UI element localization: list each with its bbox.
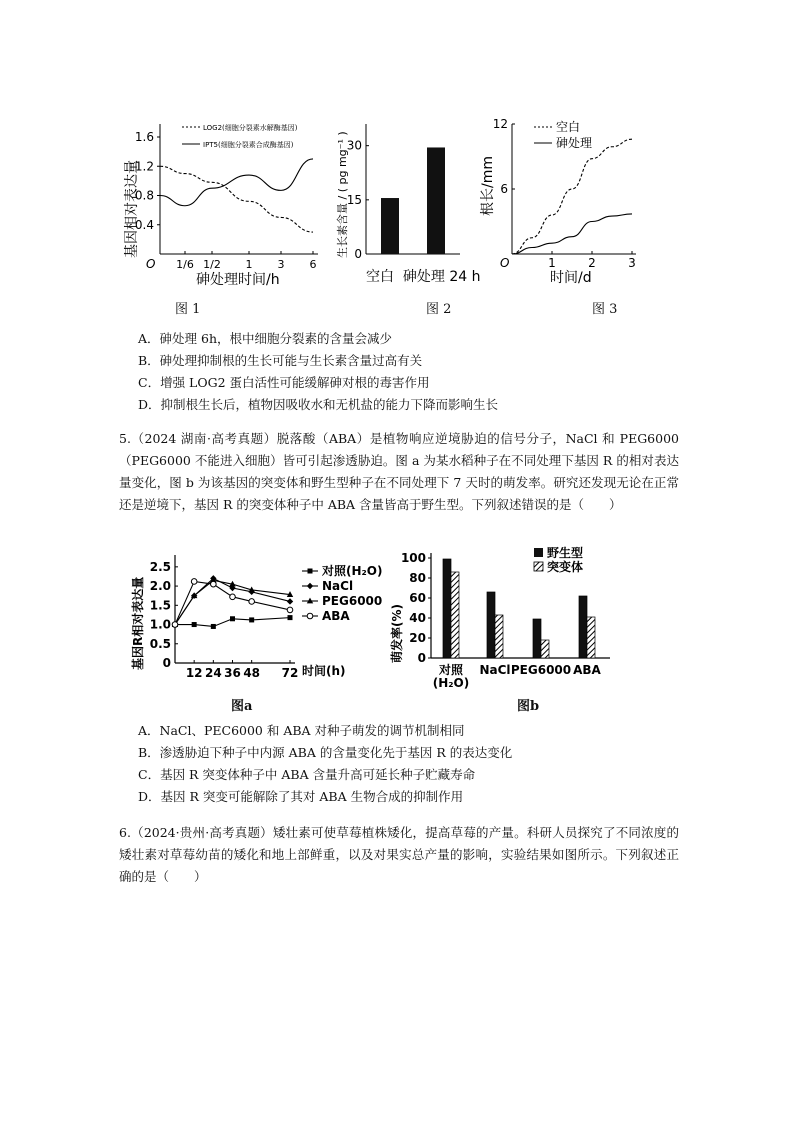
fig3-xlabel: 时间/d: [550, 270, 592, 286]
figb-bar-mutant: [541, 640, 549, 658]
figb-legend-wild: 野生型: [547, 546, 584, 560]
q4-option-c: C．增强 LOG2 蛋白活性可能缓解砷对根的毒害作用: [138, 375, 430, 390]
q5-option-c: C．基因 R 突变体种子中 ABA 含量升高可延长种子贮藏寿命: [138, 767, 476, 782]
fig2-bar: [427, 147, 445, 254]
fig3-ytick-label: 6: [500, 182, 508, 196]
q6-stem: 6.（2024·贵州·高考真题）矮壮素可使草莓植株矮化，提高草莓的产量。科研人员探究了不同浓度的矮壮素对草莓幼苗的矮化和地上部鲜重，以及对果实总产量的影响，实验结果如图所示。下列叙述正确的是（ ）: [119, 825, 679, 884]
fig3-caption: 图 3: [592, 302, 618, 317]
fig1-xlabel: 砷处理时间/h: [196, 272, 280, 288]
figa-point: [172, 622, 178, 628]
fig1-origin: O: [146, 257, 156, 271]
fig2-xlabel: 空白 砷处理 24 h: [366, 269, 481, 285]
fig3-legend-arsenic: 砷处理: [556, 136, 593, 150]
fig2-caption: 图 2: [426, 302, 452, 317]
figb-ylabel: 萌发率(%): [390, 604, 404, 663]
fig2: [335, 124, 481, 285]
figb-ytick-label: 60: [409, 591, 426, 605]
figa-point: [191, 579, 197, 585]
fig2-ytick-label: 30: [346, 138, 362, 153]
fig2-ylabel: 生长素含量 / ( pg mg⁻¹ ): [336, 131, 349, 258]
figa-ytick-label: 2.0: [149, 579, 171, 594]
figb-ytick-label: 80: [409, 571, 426, 585]
fig1-ylabel: 基因相对表达量: [124, 160, 140, 258]
figa-legend-marker: [307, 583, 313, 589]
fig1: [123, 123, 318, 288]
q4-option-b: B．砷处理抑制根的生长可能与生长素含量过高有关: [138, 353, 423, 368]
figb-ytick-label: 40: [409, 611, 426, 625]
fig1-line-log2: [160, 166, 313, 232]
figa-point: [211, 581, 217, 587]
fig2-origin: 0: [354, 247, 362, 261]
fig1-legend-ipt5: IPT5(细胞分裂素合成酶基因): [203, 141, 294, 149]
q4-figures: [110, 110, 690, 290]
figa-ytick-label: 1.0: [149, 617, 171, 632]
figa-xlabel: 时间(h): [302, 664, 346, 678]
fig3-legend-blank: 空白: [556, 120, 581, 134]
figb-xtick-label: NaCl: [479, 663, 511, 677]
q4-option-a: A．砷处理 6h，根中细胞分裂素的含量会减少: [138, 331, 393, 346]
figa-point: [211, 624, 216, 629]
q5-figures: [120, 545, 640, 715]
figa-legend-label: NaCl: [322, 579, 354, 593]
q5-option-b: B．渗透胁迫下种子中内源 ABA 的含量变化先于基因 R 的表达变化: [138, 745, 513, 760]
figa-point: [287, 607, 293, 613]
figa-point: [230, 616, 235, 621]
figb-xtick-label: 对照: [438, 663, 464, 677]
figb-ytick-label: 0: [417, 651, 426, 665]
figa-point: [249, 617, 254, 622]
fig1-ytick-label: 1.6: [134, 130, 154, 144]
figa-point: [288, 615, 293, 620]
fig2-bar: [381, 198, 399, 254]
figb-bar-mutant: [495, 615, 503, 658]
figa: [130, 555, 382, 680]
figa-xtick-label: 48: [243, 666, 261, 680]
q5-option-d: D．基因 R 突变可能解除了其对 ABA 生物合成的抑制作用: [138, 789, 464, 804]
fig1-xtick-label: 3: [277, 258, 285, 271]
figa-xtick-label: 12: [185, 666, 203, 680]
figb-bar-mutant: [587, 617, 595, 658]
figa-caption: 图a: [231, 699, 253, 714]
figa-ylabel: 基因R相对表达量: [131, 576, 145, 670]
q5-option-a: A．NaCl、PEC6000 和 ABA 对种子萌发的调节机制相同: [138, 723, 465, 738]
figb-bar-mutant: [451, 572, 459, 658]
fig1-xtick-label: 1/6: [176, 258, 194, 271]
figa-point: [230, 594, 236, 600]
figa-ytick-label: 0.5: [149, 636, 171, 651]
fig3-xtick-label: 3: [628, 256, 636, 270]
figa-legend-label: ABA: [322, 609, 350, 623]
q5-stem: 5.（2024 湖南·高考真题）脱落酸（ABA）是植物响应逆境胁迫的信号分子，NaCl 和 PEG6000（PEG6000 不能进入细胞）皆可引起渗透胁迫。图 a 为某水稻种子在不同处理下基因 R 的相对表达量变化，图 b 为该基因的突变体和野生型种子在不同处理下 7 天时的萌发率。研究还发现无论在正常还是逆境下，基因 R 的突变体种子中 ABA 含量皆高于野生型。下列叙述错误的是（ ）: [119, 431, 679, 512]
figa-xtick-label: 72: [281, 666, 299, 680]
figb-bar-wild: [443, 559, 451, 658]
figb-xtick-sublabel: (H₂O): [432, 676, 470, 690]
figa-legend-marker: [307, 613, 313, 619]
figa-point: [249, 599, 255, 605]
figa-legend-marker: [308, 569, 313, 574]
figa-point: [192, 622, 197, 627]
figa-xtick-label: 24: [204, 666, 222, 680]
figb-bar-wild: [579, 596, 587, 658]
fig1-ytick-label: 0.4: [134, 217, 154, 232]
fig1-caption: 图 1: [175, 302, 201, 317]
fig3-origin: O: [500, 256, 510, 270]
fig1-ytick-label: 1.2: [134, 159, 154, 174]
figb-ytick-label: 100: [400, 551, 426, 565]
fig3-xtick-label: 1: [548, 256, 556, 270]
figa-ytick-label: 2.5: [149, 559, 171, 574]
figb: [389, 545, 610, 690]
figa-point: [287, 598, 293, 604]
figb-bar-wild: [487, 592, 495, 658]
fig1-xtick-label: 1: [245, 258, 253, 271]
fig1-ytick-label: 0.8: [134, 188, 154, 203]
figb-legend-mutant: 突变体: [547, 560, 584, 574]
fig3: [479, 117, 636, 286]
figb-bar-wild: [533, 619, 541, 658]
fig3-xtick-label: 2: [588, 256, 596, 270]
fig3-ylabel: 根长/mm: [480, 156, 496, 216]
fig3-ytick-label: 12: [492, 117, 508, 131]
figb-xtick-label: ABA: [573, 663, 601, 677]
figa-origin: 0: [162, 656, 171, 670]
fig3-line-arsenic: [512, 214, 632, 254]
figa-legend-label: PEG6000: [322, 594, 383, 608]
fig1-line-ipt5: [160, 159, 313, 206]
figb-caption: 图b: [517, 699, 540, 714]
fig2-ytick-label: 15: [346, 192, 362, 207]
figa-xtick-label: 36: [224, 666, 241, 680]
figa-legend-label: 对照(H₂O): [322, 564, 383, 578]
fig1-legend-log2: LOG2(细胞分裂素水解酶基因): [203, 124, 298, 132]
fig1-xtick-label: 1/2: [203, 258, 221, 271]
figb-ytick-label: 20: [409, 631, 426, 645]
figb-xtick-label: PEG6000: [510, 663, 572, 677]
fig1-xtick-label: 6: [309, 258, 317, 271]
figa-ytick-label: 1.5: [149, 598, 171, 613]
q4-option-d: D．抑制根生长后，植物因吸收水和无机盐的能力下降而影响生长: [138, 397, 499, 412]
